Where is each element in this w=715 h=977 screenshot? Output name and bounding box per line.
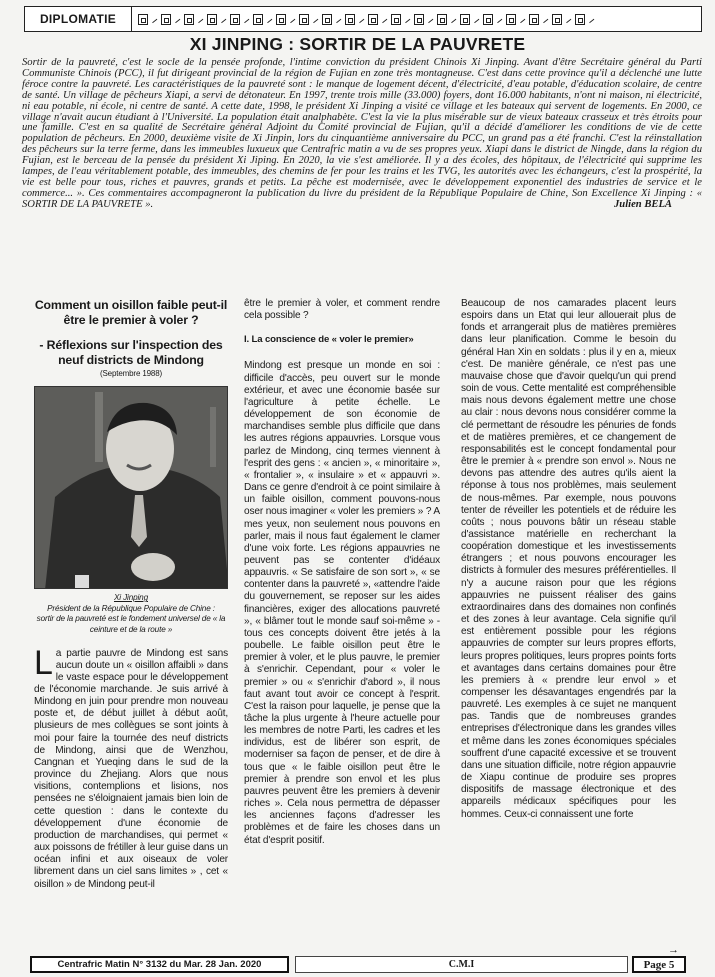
section-heading: I. La conscience de « voler le premier» <box>244 334 414 346</box>
pattern-slash-icon: ⸝ <box>428 13 433 25</box>
pattern-slash-icon: ⸝ <box>382 13 387 25</box>
pattern-slash-icon: ⸝ <box>520 13 525 25</box>
pattern-block-icon <box>483 14 493 25</box>
section-rubric: DIPLOMATIE <box>25 7 132 31</box>
col2-text: Mindong est presque un monde en soi : difficile d'accès, peu ouvert sur le monde extérieur, et avec une économie basée sur l'agriculture à petite échelle. Le développement de son économie de marchandises semble plus difficile que dans les autres régions appauvries. Lorsque vous parlez de Mindong, cinq termes viennent à l'esprit des gens : « ancien », « minoritaire », « frontalier », « insulaire » et « appauvri ». Dans ce genre d'endroit à ce point similaire à un faible oisillon, comment pouvons-nous oser nous imaginer « voler les premiers » ? A mes yeux, non seulement nous pouvons en parler, mais il nous faut également le clamer d'une voix forte. Les régions appauvries ne peuvent pas se contenter d'idéaux appauvris. « Se satisfaire de son sort », « se contenter dans la pauvreté », «attendre l'aide du gouvernement, se reposer sur les aides financières, exiger des allocations pauvreté », « blâmer tout le monde sauf soi-même » - tous ces concepts doivent être jetés à la poubelle. Le faible oisillon peut être le premier à voler, et le plus pauvre, le premier à s'enrichir. Cependant, pour « voler le premier » ou « s'enrichir d'abord », il nous faut avant tout avoir ce concept à l'esprit. C'est la raison pour laquelle, je pense que la tâche la plus urgente à l'heure actuelle pour les membres de notre Parti, les cadres et les individus, est de libérer son esprit, de moderniser sa façon de penser, et de dire à tous que « le faible oisillon peut être le premier à prendre son envol et les plus pauvres peuvent être les premiers à devenir riches ». Cela nous permettra de dépasser les anciennes façons d'adresser les problèmes et de faire les choses dans un état d'esprit positif. <box>244 360 440 846</box>
article-column-2 <box>244 298 440 847</box>
pattern-block-icon <box>138 14 148 25</box>
pattern-block-icon <box>207 14 217 25</box>
col2-top-text: être le premier à voler, et comment rendre cela possible ? <box>244 298 440 322</box>
pattern-slash-icon: ⸝ <box>589 13 594 25</box>
caption-line-1: Président de la République Populaire de Chine : <box>47 603 215 613</box>
pattern-slash-icon: ⸝ <box>244 13 249 25</box>
pattern-slash-icon: ⸝ <box>497 13 502 25</box>
section-header-bar <box>24 6 702 32</box>
article-heading: Comment un oisillon faible peut-il être le premier à voler ? <box>34 298 228 327</box>
pattern-slash-icon: ⸝ <box>152 13 157 25</box>
pattern-block-icon <box>230 14 240 25</box>
pattern-block-icon <box>276 14 286 25</box>
pattern-block-icon <box>322 14 332 25</box>
pattern-slash-icon: ⸝ <box>566 13 571 25</box>
pattern-block-icon <box>391 14 401 25</box>
pattern-slash-icon: ⸝ <box>451 13 456 25</box>
pattern-slash-icon: ⸝ <box>336 13 341 25</box>
portrait-image <box>35 387 228 589</box>
pattern-block-icon <box>414 14 424 25</box>
pattern-slash-icon: ⸝ <box>198 13 203 25</box>
col1-text: a partie pauvre de Mindong est sans aucun doute un « oisillon affaibli » dans le vaste espace pour le développement de l'économie marchande. Je suis arrivé à Mindong en juin pour prendre mon nouveau poste et, de début juillet à début août, plusieurs de mes collègues se sont joints à moi pour faire la tournée des neuf districts de Mindong, ainsi que de Wenzhou, Cangnan et Yueqing dans le sud de la province du Zhejiang. Alors que nous visitions, contemplions et lisions, nos pensées ne s'éloignaient jamais bien loin de cette question : dans le contexte du développement d'une économie de production de marchandises, qui permet « aux poissons de frétiller à leur guise dans un océan infini et aux oiseaux de voler librement dans un ciel sans limites » , cet « oisillon » de Mindong peut-il <box>34 647 228 890</box>
greek-key-border-pattern-icon <box>132 7 701 31</box>
article-column-3 <box>461 298 676 821</box>
caption-name: Xi Jinping <box>113 593 148 603</box>
pattern-block-icon <box>552 14 562 25</box>
article-date: (Septembre 1988) <box>99 369 163 378</box>
pattern-block-icon <box>529 14 539 25</box>
pattern-slash-icon: ⸝ <box>175 13 180 25</box>
intro-paragraph <box>22 58 702 211</box>
pattern-block-icon <box>506 14 516 25</box>
pattern-block-icon <box>575 14 585 25</box>
pattern-block-icon <box>299 14 309 25</box>
article-column-1 <box>34 298 228 891</box>
author-signature: Julien BELA <box>614 198 672 210</box>
pattern-block-icon <box>345 14 355 25</box>
page-footer <box>30 956 686 973</box>
article-body-col1 <box>34 643 228 891</box>
pattern-slash-icon: ⸝ <box>267 13 272 25</box>
caption-line-2: sortir de la pauvreté est le fondement universel de « la ceinture et de la route » <box>36 614 226 634</box>
pattern-slash-icon: ⸝ <box>474 13 479 25</box>
pattern-block-icon <box>161 14 171 25</box>
pattern-slash-icon: ⸝ <box>405 13 410 25</box>
intro-text: Sortir de la pauvreté, c'est le socle de la pensée profonde, l'intime conviction du président Chinois Xi Jinping. Avant d'être Secrétaire général du Parti Communiste Chinois (PCC), il fut dirigeant provincial de la région de Fujian en zone très montagneuse. C'est dans cette province qu'il a déclenché une lutte féroce contre la pauvreté. Les caractéristiques de la pauvreté sont : le manque de logement décent, d'électricité, d'eau potable, d'éducation scolaire, de centre de santé. Un village de pêcheurs Xiapi, a servi de détonateur. En 1997, trente trois mille (33.000) foyers, dont 16.000 habitants, n'ont ni maison, ni électricité, ni eau potable, ni école, ni centre de santé. A cette date, 1998, le président Xi Jinping a visité ce village et les bateaux qui servent de logements. En 2000, ce village n'avait aucun étudiant à l'Université. La population était analphabète. C'est la vie la plus misérable sur de vieux bateaux crasseux et très étroits pour une famille. C'est en sa qualité de Secrétaire général Adjoint du Comité provincial de Fujian, qu'il a décidé d'améliorer les conditions de vie de cette population de pêcheurs. En 2000, deuxième visite de Xi Jinpin, lors du cinquantième anniversaire du PCC, un grand pas a été franchi. C'est la réinstallation des pêcheurs sur la terre ferme, dans les immeubles luxueux que Centrafric matin a vu de ses propres yeux. Xiapi dans le district de Ningde, dans la région du Fujian, est le berceau de la pensée du président Xi Jiping. En 2020, la vie s'est améliorée. Il y a des écoles, des hôpitaux, de l'électricité qui supprime les lampes, de l'eau véritablement potable, des immeubles, des chemins de fer pour les trains et les TVG, les autorités avec les échangeurs, c'est la prospérité, la vie est belle pour tous, riches et pauvres, grands et petits. La pêche est modernisée, avec le développement exponentiel des industries de service et le commerce... ». Ces commentaires accompagneront la publication du livre du président de la République Populaire de Chine, Son Excellence Xi Jinping : « SORTIR DE LA PAUVRETE ». <box>22 57 702 210</box>
footer-center: C.M.I <box>295 956 628 973</box>
continue-arrow-icon: → <box>668 944 679 956</box>
pattern-slash-icon: ⸝ <box>359 13 364 25</box>
pattern-block-icon <box>460 14 470 25</box>
pattern-slash-icon: ⸝ <box>313 13 318 25</box>
pattern-block-icon <box>253 14 263 25</box>
article-subheading: - Réflexions sur l'inspection des neuf districts de Mindong <box>39 338 223 367</box>
pattern-block-icon <box>184 14 194 25</box>
pattern-slash-icon: ⸝ <box>290 13 295 25</box>
footer-publication: Centrafric Matin N° 3132 du Mar. 28 Jan. 2020 <box>30 956 289 973</box>
page-number: Page 5 <box>632 956 686 973</box>
portrait-photo <box>34 386 228 589</box>
pattern-slash-icon: ⸝ <box>221 13 226 25</box>
pattern-block-icon <box>437 14 447 25</box>
drop-cap: L <box>34 643 53 682</box>
page-title: XI JINPING : SORTIR DE LA PAUVRETE <box>189 34 526 54</box>
pattern-slash-icon: ⸝ <box>543 13 548 25</box>
col3-text: Beaucoup de nos camarades placent leurs espoirs dans un Etat qui leur allouerait plus de fonds et arrangerait plus de matières premières dans leur planification. Comme le besoin du général Han Xin en soldats : plus il y en a, mieux c'est. De manière générale, ce n'est pas une mauvaise chose que d'avoir quelqu'un qui prend soin de vous. Cette mentalité est compréhensible mais nous devons également mettre une chose au clair : nous devons nous considérer comme la clé permettant de résoudre les pénuries de fonds et de matières premières, et ce changement de responsabilités est le concept fondamental pour être le premier à « prendre son envol ». Nous ne devons pas attendre des autres qu'ils aient la réponse à tous nos problèmes, mais seulement de nous-mêmes. Par exemple, nous pouvons tenter de réveiller les potentiels et de réduire les coûts ; nous pouvons bâtir un réseau stable d'assistance matérielle en recherchant la coopération domestique et les investissements étrangers ; et nous pouvons encourager les districts à formuler des mesures préférentielles. Il n'y a aucune raison pour que les régions appauvries ne puissent réaliser des gains extraordinaires dans des domaines non confinés et des zones à leur avantage. Cela signifie qu'il est entièrement possible pour les régions appauvries de compter sur leurs propres efforts, leurs propres politiques, leurs propres points forts et avantages dans certains domaines pour être les premiers à « prendre leur envol » et compenser les désavantages engendrés par la pauvreté. Les exemples à ce sujet ne manquent pas. Tandis que de nombreuses grandes entreprises d'électronique dans les grandes villes et même dans les zones économiques spéciales souffrent d'une capacité excessive et se trouvent dans une situation difficile, notre région appauvrie de Xiapu continue de produire ses propres dispositifs de massage électronique et des appareils médicaux spécifiques pour les hommes. Ceux-ci connaissent une forte <box>461 298 676 820</box>
pattern-block-icon <box>368 14 378 25</box>
photo-caption <box>34 593 228 635</box>
